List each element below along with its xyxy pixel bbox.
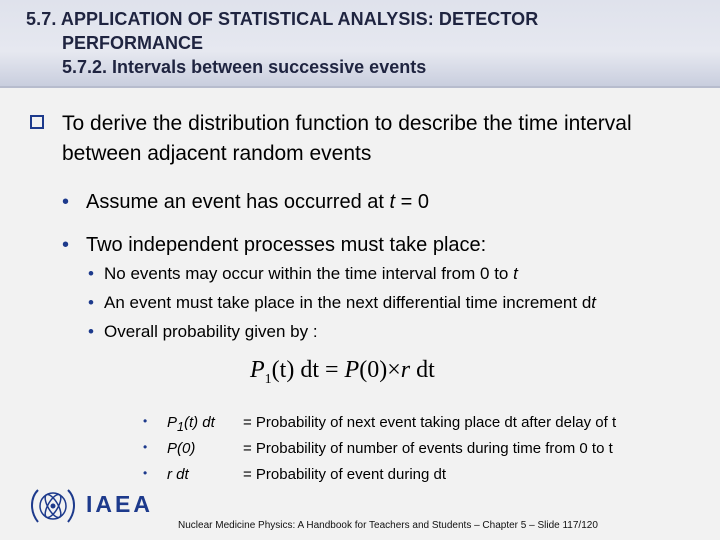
term-symbol: $P_1(t)$ dt — [167, 414, 215, 434]
bullet-dot-icon: • — [143, 414, 148, 428]
header-title-line1: 5.7. APPLICATION OF STATISTICAL ANALYSIS: DETECTOR — [26, 9, 539, 29]
term-definition: = Probability of number of events during time from 0 to t — [243, 440, 613, 457]
main-point: To derive the distribution function to describe the time interval between adjacent random events — [62, 112, 632, 165]
iaea-emblem-icon — [28, 482, 78, 530]
term-definition: = Probability of event during dt — [243, 466, 447, 483]
probability-formula: $P_1(t)$ dt = P(0)×r dt — [250, 357, 435, 387]
hollow-square-icon — [30, 115, 44, 129]
iaea-logo-text: IAEA — [86, 491, 153, 517]
header-title-line2: PERFORMANCE — [62, 33, 204, 53]
bullet-dot-icon: • — [143, 440, 148, 454]
bullet-dot-icon: • — [88, 322, 94, 341]
bullet-dot-icon: • — [88, 293, 94, 312]
header-subtitle: 5.7.2. Intervals between successive events — [62, 57, 427, 77]
bullet-dot-icon: • — [62, 191, 70, 213]
term-definition: = Probability of next event taking place dt after delay of t — [243, 414, 617, 431]
term-symbol: P(0) — [167, 440, 196, 457]
bullet-dot-icon: • — [88, 264, 94, 283]
bullet-dot-icon: • — [62, 234, 70, 256]
slide-footer: Nuclear Medicine Physics: A Handbook for Teachers and Students – Chapter 5 – Slide 117/120 — [178, 520, 598, 531]
slide-header — [0, 0, 720, 88]
bullet-dot-icon: • — [143, 466, 148, 480]
term-symbol: r dt — [167, 466, 189, 483]
